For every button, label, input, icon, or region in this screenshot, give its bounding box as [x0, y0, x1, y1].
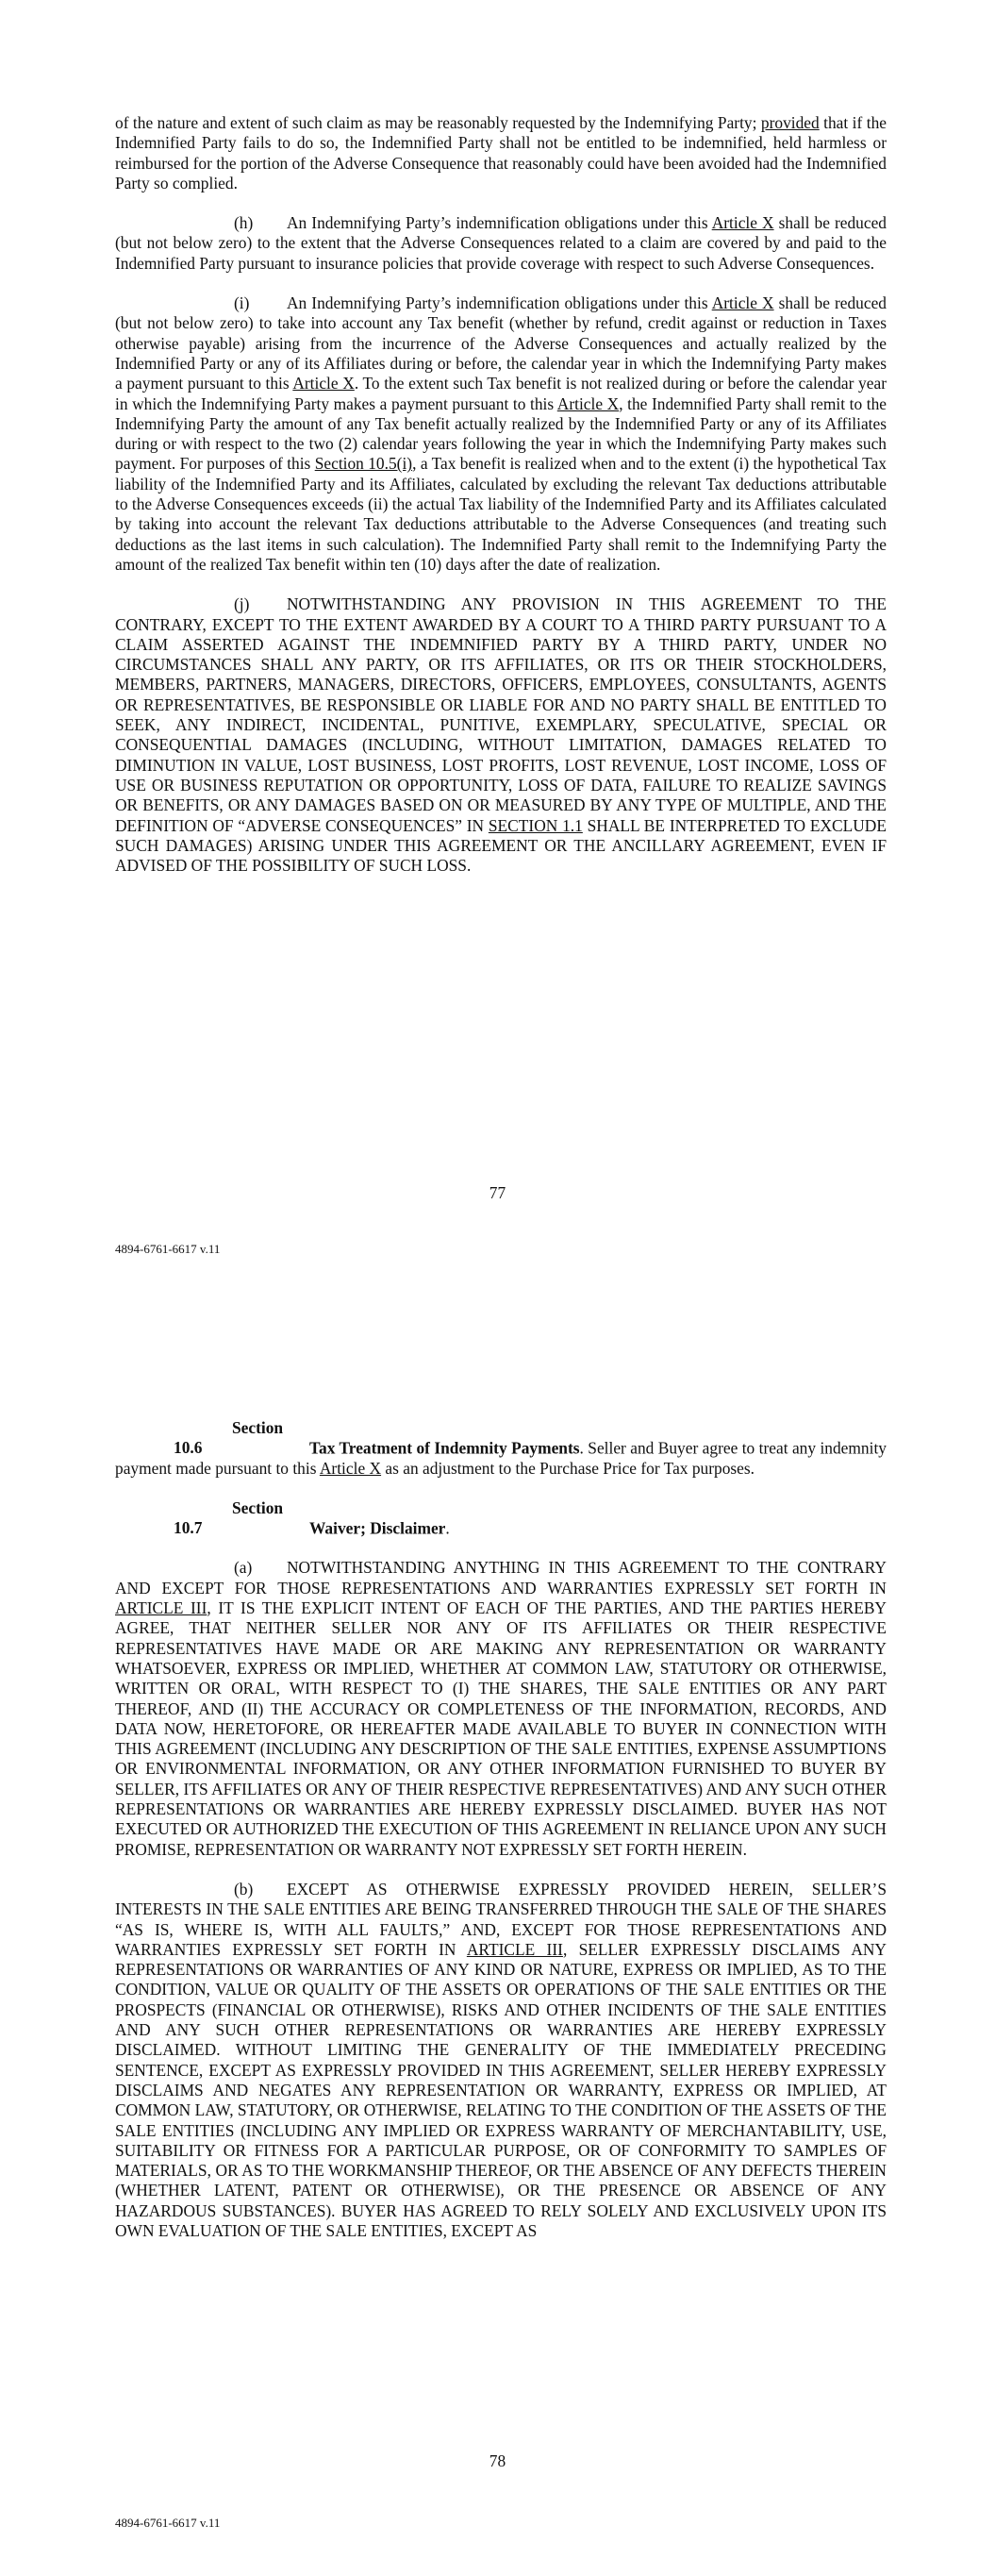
- document-id: 4894-6761-6617 v.11: [115, 2516, 221, 2530]
- article-iii-reference: ARTICLE III: [466, 1939, 563, 1959]
- section-1-1-reference: SECTION 1.1: [488, 815, 583, 835]
- paragraph-label: (h): [234, 213, 254, 233]
- page-78-body: [115, 1418, 887, 2241]
- section-number: Section 10.6: [174, 1418, 284, 1458]
- paragraph-label: (i): [234, 293, 250, 313]
- page-number: 78: [489, 2451, 506, 2470]
- paragraph-continuation: of the nature and extent of such claim as may be reasonably requested by the Indemnifying Party; provided that if the Indemnified Party fails to do so, the Indemnified Party shall not be entitled to be indemnified, held harmless or reimbursed for the portion of the Adverse Consequence that reasonably could have been avoided had the Indemnified Party so complied.: [115, 113, 887, 192]
- article-x-reference: Article X: [319, 1458, 382, 1478]
- section-10-5-i-reference: Section 10.5(i): [314, 454, 413, 474]
- document-id: 4894-6761-6617 v.11: [115, 1242, 221, 1256]
- paragraph-label: (a): [234, 1558, 253, 1578]
- section-10-6: Section 10.6 Tax Treatment of Indemnity Payments. Seller and Buyer agree to treat any indemnity payment made pursuant to this Article X as an adjustment to the Purchase Price for Tax purposes.: [115, 1418, 887, 1478]
- article-iii-reference: ARTICLE III: [115, 1598, 207, 1618]
- section-title: Tax Treatment of Indemnity Payments: [309, 1438, 580, 1458]
- article-x-reference: Article X: [711, 293, 774, 313]
- paragraph-label: (j): [234, 594, 250, 614]
- page-number: 77: [489, 1183, 506, 1202]
- page-77-body: [115, 113, 887, 895]
- paragraph-b: (b) EXCEPT AS OTHERWISE EXPRESSLY PROVIDED HEREIN, SELLER’S INTERESTS IN THE SALE ENTITIES ARE BEING TRANSFERRED THROUGH THE SALE OF THE SHARES “AS IS, WHERE IS, WITH ALL FAULTS,” AND, EXCEPT FOR THOSE REPRESENTATIONS AND WARRANTIES EXPRESSLY SET FORTH IN ARTICLE III, SELLER EXPRESSLY DISCLAIMS ANY REPRESENTATIONS OR WARRANTIES OF ANY KIND OR NATURE, EXPRESS OR IMPLIED, AS TO THE CONDITION, VALUE OR QUALITY OF THE ASSETS OR OPERATIONS OF THE SALE ENTITIES OR THE PROSPECTS (FINANCIAL OR OTHERWISE), RISKS AND OTHER INCIDENTS OF THE SALE ENTITIES AND ANY SUCH OTHER REPRESENTATIONS OR WARRANTIES ARE HEREBY EXPRESSLY DISCLAIMED. WITHOUT LIMITING THE GENERALITY OF THE IMMEDIATELY PRECEDING SENTENCE, EXCEPT AS EXPRESSLY PROVIDED IN THIS AGREEMENT, SELLER HEREBY EXPRESSLY DISCLAIMS AND NEGATES ANY REPRESENTATION OR WARRANTY, EXPRESS OR IMPLIED, AT COMMON LAW, STATUTORY, OR OTHERWISE, RELATING TO THE CONDITION OF THE ASSETS OF THE SALE ENTITIES (INCLUDING ANY IMPLIED OR EXPRESS WARRANTY OF MERCHANTABILITY, USE, SUITABILITY OR FITNESS FOR A PARTICULAR PURPOSE, OR OF CONFORMITY TO SAMPLES OF MATERIALS, OR AS TO THE WORKMANSHIP THEREOF, OR THE ABSENCE OF ANY DEFECTS THEREIN (WHETHER LATENT, PATENT OR OTHERWISE), OR THE PRESENCE OR ABSENCE OF ANY HAZARDOUS SUBSTANCES). BUYER HAS AGREED TO RELY SOLELY AND EXCLUSIVELY UPON ITS OWN EVALUATION OF THE SALE ENTITIES, EXCEPT AS: [115, 1879, 887, 2240]
- article-x-reference: Article X: [292, 374, 355, 393]
- article-x-reference: Article X: [711, 213, 774, 233]
- document-page-78: [0, 1288, 995, 2576]
- section-title: Waiver; Disclaimer: [309, 1518, 446, 1538]
- article-x-reference: Article X: [556, 393, 620, 413]
- paragraph-j: (j) NOTWITHSTANDING ANY PROVISION IN THIS AGREEMENT TO THE CONTRARY, EXCEPT TO THE EXTENT AWARDED BY A COURT TO A THIRD PARTY PURSUANT TO A CLAIM ASSERTED AGAINST THE INDEMNIFIED PARTY BY A THIRD PARTY, UNDER NO CIRCUMSTANCES SHALL ANY PARTY, OR ITS AFFILIATES, OR ITS OR THEIR STOCKHOLDERS, MEMBERS, PARTNERS, MANAGERS, DIRECTORS, OFFICERS, EMPLOYEES, CONSULTANTS, AGENTS OR REPRESENTATIVES, BE RESPONSIBLE OR LIABLE FOR AND NO PARTY SHALL BE ENTITLED TO SEEK, ANY INDIRECT, INCIDENTAL, PUNITIVE, EXEMPLARY, SPECULATIVE, SPECIAL OR CONSEQUENTIAL DAMAGES (INCLUDING, WITHOUT LIMITATION, DAMAGES RELATED TO DIMINUTION IN VALUE, LOST BUSINESS, LOST PROFITS, LOST REVENUE, LOST INCOME, LOSS OF USE OR BUSINESS REPUTATION OR OPPORTUNITY, LOSS OF DATA, FAILURE TO REALIZE SAVINGS OR BENEFITS, OR ANY DAMAGES BASED ON OR MEASURED BY ANY TYPE OF MULTIPLE, AND THE DEFINITION OF “ADVERSE CONSEQUENCES” IN SECTION 1.1 SHALL BE INTERPRETED TO EXCLUDE SUCH DAMAGES) ARISING UNDER THIS AGREEMENT OR THE ANCILLARY AGREEMENT, EVEN IF ADVISED OF THE POSSIBILITY OF SUCH LOSS.: [115, 594, 887, 876]
- paragraph-a: (a) NOTWITHSTANDING ANYTHING IN THIS AGREEMENT TO THE CONTRARY AND EXCEPT FOR THOSE REPRESENTATIONS AND WARRANTIES EXPRESSLY SET FORTH IN ARTICLE III, IT IS THE EXPLICIT INTENT OF EACH OF THE PARTIES, AND THE PARTIES HEREBY AGREE, THAT NEITHER SELLER NOR ANY OF ITS AFFILIATES OR THEIR RESPECTIVE REPRESENTATIVES HAVE MADE OR ARE MAKING ANY REPRESENTATION OR WARRANTY WHATSOEVER, EXPRESS OR IMPLIED, WHETHER AT COMMON LAW, STATUTORY OR OTHERWISE, WRITTEN OR ORAL, WITH RESPECT TO (I) THE SHARES, THE SALE ENTITIES OR ANY PART THEREOF, AND (II) THE ACCURACY OR COMPLETENESS OF THE INFORMATION, RECORDS, AND DATA NOW, HERETOFORE, OR HEREAFTER MADE AVAILABLE TO BUYER IN CONNECTION WITH THIS AGREEMENT (INCLUDING ANY DESCRIPTION OF THE SALE ENTITIES, EXPENSE ASSUMPTIONS OR ENVIRONMENTAL INFORMATION, OR ANY OTHER INFORMATION FURNISHED TO BUYER BY SELLER, ITS AFFILIATES OR ANY OF THEIR RESPECTIVE REPRESENTATIVES) AND ANY SUCH OTHER REPRESENTATIONS OR WARRANTIES ARE HEREBY EXPRESSLY DISCLAIMED. BUYER HAS NOT EXECUTED OR AUTHORIZED THE EXECUTION OF THIS AGREEMENT IN RELIANCE UPON ANY SUCH PROMISE, REPRESENTATION OR WARRANTY NOT EXPRESSLY SET FORTH HEREIN.: [115, 1558, 887, 1859]
- section-10-7-heading: Section 10.7 Waiver; Disclaimer.: [174, 1497, 450, 1538]
- defined-term-provided: provided: [760, 113, 820, 132]
- paragraph-label: (b): [234, 1879, 254, 1899]
- section-number: Section 10.7: [174, 1497, 284, 1538]
- paragraph-h: (h) An Indemnifying Party’s indemnification obligations under this Article X shall be reduced (but not below zero) to the extent that the Adverse Consequences related to a claim are covered by and paid to the Indemnified Party pursuant to insurance policies that provide coverage with respect to such Adverse Consequences.: [115, 213, 887, 273]
- paragraph-i: (i) An Indemnifying Party’s indemnification obligations under this Article X shall be reduced (but not below zero) to take into account any Tax benefit (whether by refund, credit against or reduction in Taxes otherwise payable) arising from the incurrence of the Adverse Consequences and actually realized by the Indemnified Party or any of its Affiliates during or before, the calendar year in which the Indemnifying Party makes a payment pursuant to this Article X. To the extent such Tax benefit is not realized during or before the calendar year in which the Indemnifying Party makes a payment pursuant to this Article X, the Indemnified Party shall remit to the Indemnifying Party the amount of any Tax benefit actually realized by the Indemnified Party or any of its Affiliates during or with respect to the two (2) calendar years following the year in which the Indemnifying Party makes such payment. For purposes of this Section 10.5(i), a Tax benefit is realized when and to the extent (i) the hypothetical Tax liability of the Indemnified Party and its Affiliates, calculated by excluding the relevant Tax deductions attributable to the Adverse Consequences exceeds (ii) the actual Tax liability of the Indemnified Party and its Affiliates calculated by taking into account the relevant Tax deductions attributable to the Adverse Consequences (and treating such deductions as the last items in such calculation). The Indemnified Party shall remit to the Indemnifying Party the amount of the realized Tax benefit within ten (10) days after the date of realization.: [115, 293, 887, 574]
